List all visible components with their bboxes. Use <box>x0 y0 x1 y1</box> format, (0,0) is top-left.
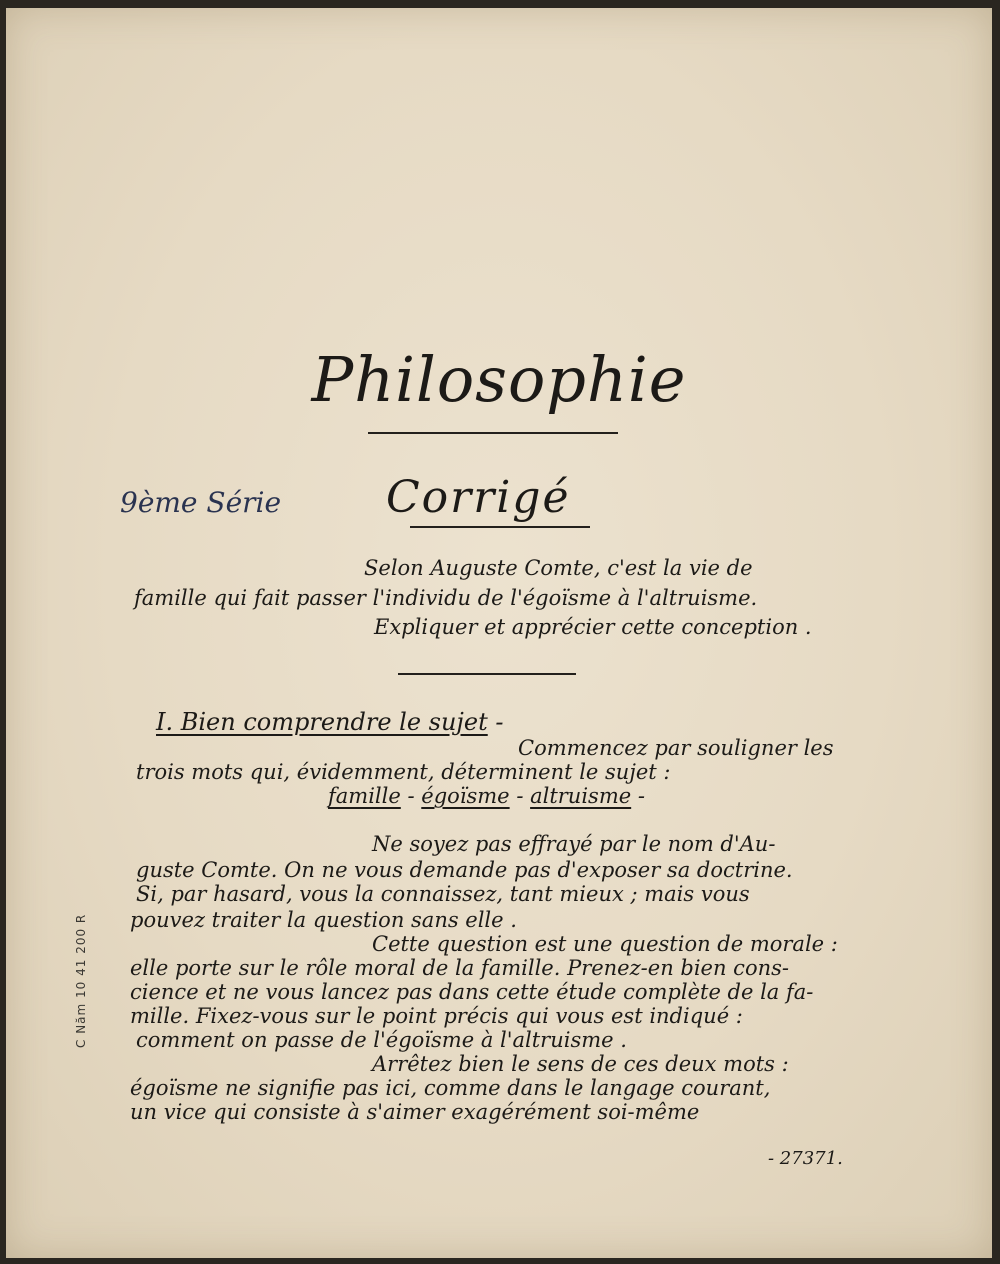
body-line: Si, par hasard, vous la connaissez, tant mieux ; mais vous <box>136 882 750 906</box>
keyword: égoïsme <box>421 784 510 808</box>
body-line: Ne soyez pas effrayé par le nom d'Au- <box>372 832 776 856</box>
subtitle-underline <box>410 526 590 528</box>
title-underline <box>368 432 618 434</box>
document-subtitle: Corrigé <box>386 472 571 523</box>
keyword: famille <box>328 784 401 808</box>
body-line: un vice qui consiste à s'aimer exagérément soi-même <box>130 1100 700 1124</box>
series-annotation: 9ème Série <box>120 486 282 519</box>
keyword: altruisme <box>530 784 632 808</box>
section-heading-text: I. Bien comprendre le sujet <box>156 708 488 736</box>
body-line: comment on passe de l'égoïsme à l'altruisme . <box>136 1028 627 1052</box>
body-line: Cette question est une question de morale : <box>372 932 838 956</box>
section-heading <box>156 708 503 736</box>
prompt-line: Expliquer et apprécier cette conception . <box>374 615 812 639</box>
margin-stamp: C Năm 10 41 200 R <box>74 913 88 1048</box>
body-line: Arrêtez bien le sens de ces deux mots : <box>372 1052 789 1076</box>
document-page <box>6 8 992 1258</box>
section-heading-dash: - <box>495 708 504 736</box>
body-line: pouvez traiter la question sans elle . <box>130 908 517 932</box>
prompt-line: famille qui fait passer l'individu de l'égoïsme à l'altruisme. <box>134 586 758 610</box>
reference-number: - 27371. <box>768 1148 843 1169</box>
body-line: mille. Fixez-vous sur le point précis qui vous est indiqué : <box>130 1004 743 1028</box>
section-line: trois mots qui, évidemment, déterminent le sujet : <box>136 760 671 784</box>
body-line: elle porte sur le rôle moral de la famille. Prenez-en bien cons- <box>130 956 789 980</box>
body-line: guste Comte. On ne vous demande pas d'exposer sa doctrine. <box>136 858 793 882</box>
body-line: cience et ne vous lancez pas dans cette étude complète de la fa- <box>130 980 814 1004</box>
document-title: Philosophie <box>311 343 687 416</box>
section-line: Commencez par souligner les <box>518 736 834 760</box>
separator-rule <box>398 673 576 675</box>
body-line: égoïsme ne signifie pas ici, comme dans le langage courant, <box>130 1076 771 1100</box>
prompt-line: Selon Auguste Comte, c'est la vie de <box>364 556 753 580</box>
keyword-row: famille - égoïsme - altruisme - <box>328 784 645 808</box>
